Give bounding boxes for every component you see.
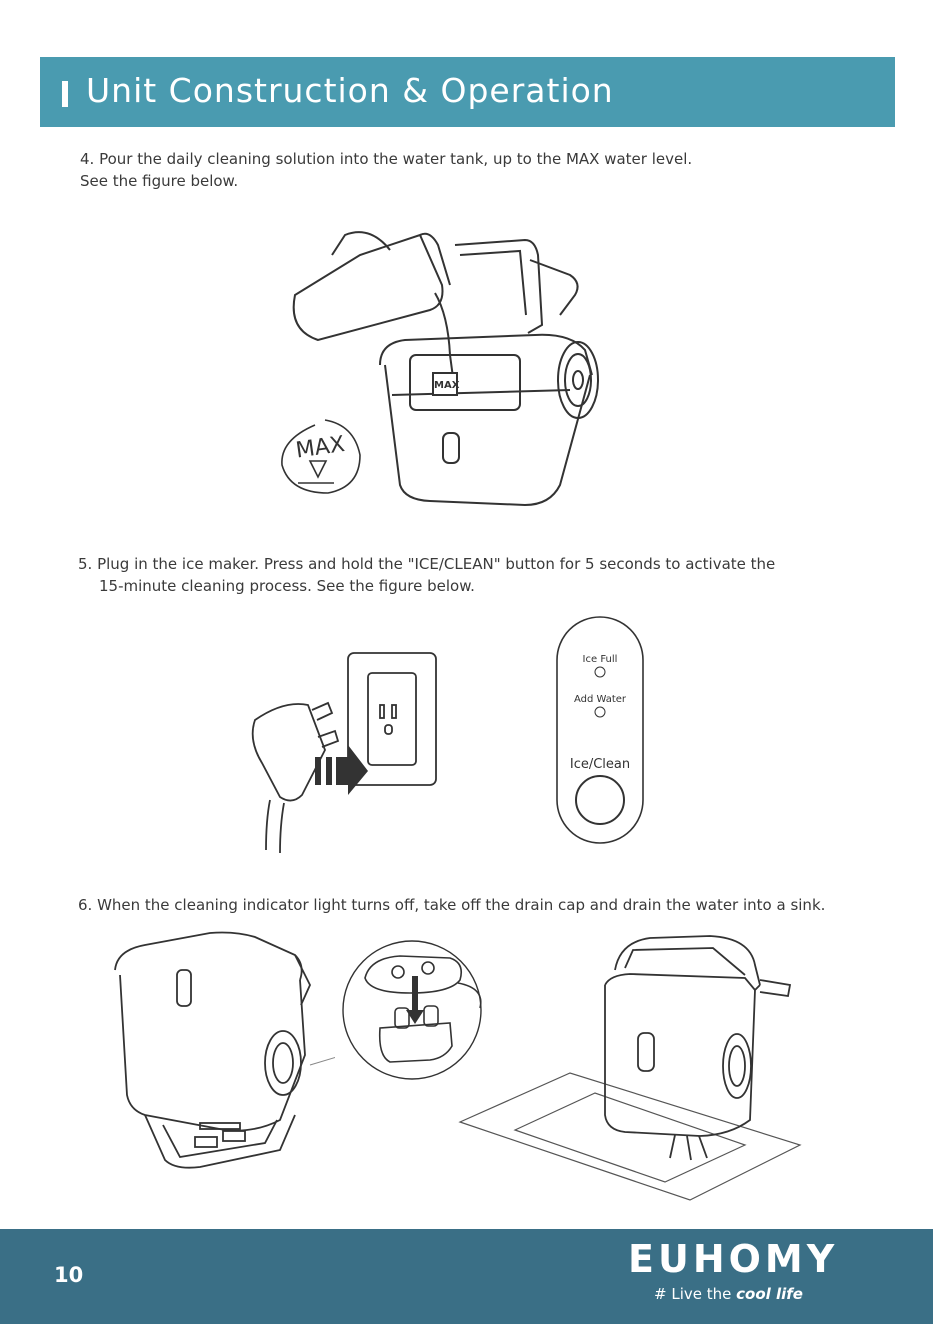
tagline-prefix: # Live the [654, 1285, 737, 1303]
tagline-emphasis: cool life [736, 1285, 803, 1303]
step-5-line-2: 15-minute cleaning process. See the figure below. [99, 577, 475, 595]
ice-full-indicator-light [595, 667, 605, 677]
ice-full-label: Ice Full [582, 654, 618, 665]
brand-logo [628, 1239, 853, 1279]
ice-clean-button [576, 776, 624, 824]
step-5-line-1: 5. Plug in the ice maker. Press and hold the "ICE/CLEAN" button for 5 seconds to activate the [78, 555, 776, 573]
step-6-line-1: 6. When the cleaning indicator light turns off, take off the drain cap and drain the water into a sink. [78, 896, 826, 914]
svg-text:MAX: MAX [434, 380, 460, 391]
plug-into-outlet-illustration [240, 645, 440, 855]
add-water-label: Add Water [573, 694, 627, 705]
ice-maker-underside-illustration [105, 925, 335, 1175]
pour-solution-illustration [270, 215, 630, 515]
max-level-label: MAX [294, 431, 347, 464]
step-4-line-2: See the figure below. [80, 172, 239, 190]
add-water-indicator-light [595, 707, 605, 717]
step-4-line-1: 4. Pour the daily cleaning solution into the water tank, up to the MAX water level. [80, 150, 693, 168]
ice-clean-label: Ice/Clean [569, 757, 631, 772]
brand-wordmark: EUHOMY [628, 1237, 839, 1281]
page-footer [0, 1229, 933, 1324]
section-title: Unit Construction & Operation [86, 71, 614, 110]
page-number: 10 [54, 1263, 84, 1287]
section-header [40, 57, 895, 127]
control-panel-illustration [555, 615, 645, 845]
brand-tagline [654, 1285, 803, 1303]
header-accent-mark [62, 81, 68, 107]
drain-into-sink-illustration [455, 930, 810, 1205]
